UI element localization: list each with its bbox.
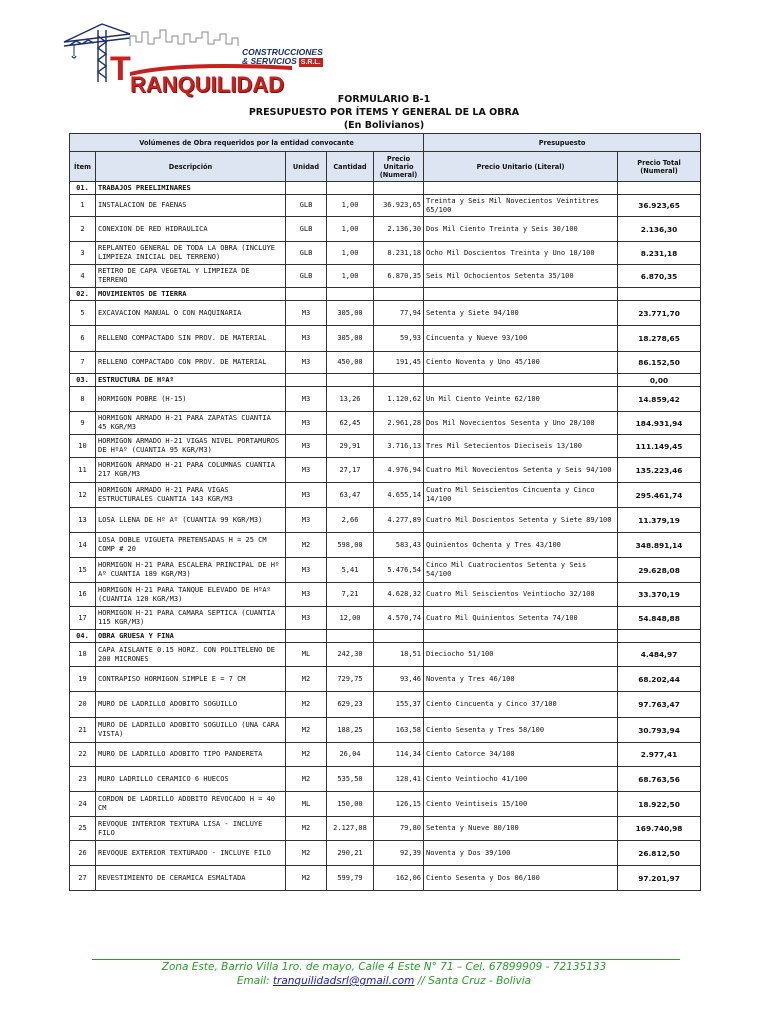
cell-total-price: 68.202,44 [618, 667, 701, 692]
table-row [70, 583, 701, 607]
cell-description: HORMIGON ARMADO H-21 PARA COLUMNAS CUANTIA 217 KGR/M3 [96, 458, 286, 483]
cell-total-price [618, 288, 701, 301]
cell-unit-price-literal [424, 288, 618, 301]
cell-item: 8 [70, 387, 96, 412]
cell-description: INSTALACION DE FAENAS [96, 195, 286, 217]
cell-description: OBRA GRUESA Y FINA [96, 630, 286, 643]
table-row [70, 558, 701, 583]
cell-description: REVESTIMIENTO DE CERAMICA ESMALTADA [96, 866, 286, 891]
section-row [70, 374, 701, 387]
col-header-item: Ítem [70, 152, 96, 182]
cell-item: 03. [70, 374, 96, 387]
budget-title: PRESUPUESTO POR ÍTEMS Y GENERAL DE LA OBRA [248, 107, 520, 118]
cell-description: CORDON DE LADRILLO ADOBITO REVOCADO H = 40 CM [96, 792, 286, 817]
footer-contact [0, 974, 768, 988]
col-header-total-price: Precio Total (Numeral) [618, 152, 701, 182]
cell-item: 16 [70, 583, 96, 607]
cell-unit-price-numeral: 583,43 [374, 533, 424, 558]
cell-quantity: 13,26 [327, 387, 374, 412]
svg-text:T: T [110, 50, 131, 84]
cell-total-price: 2.977,41 [618, 743, 701, 767]
cell-unit-price-numeral [374, 374, 424, 387]
cell-total-price: 33.370,19 [618, 583, 701, 607]
cell-description: TRABAJOS PREELIMINARES [96, 182, 286, 195]
cell-unit-price-numeral: 79,80 [374, 817, 424, 841]
cell-description: LOSA LLENA DE Hº Aº (CUANTIA 99 KGR/M3) [96, 508, 286, 533]
cell-unit-price-literal: Ciento Veintiseis 15/100 [424, 792, 618, 817]
cell-unit: ML [286, 643, 327, 667]
cell-unit-price-numeral: 114,34 [374, 743, 424, 767]
cell-item: 27 [70, 866, 96, 891]
cell-item: 19 [70, 667, 96, 692]
cell-quantity: 305,00 [327, 326, 374, 352]
cell-unit: M2 [286, 667, 327, 692]
cell-description: RELLENO COMPACTADO CON PROV. DE MATERIAL [96, 352, 286, 374]
table-row [70, 352, 701, 374]
cell-description: HORMIGON H-21 PARA CAMARA SEPTICA (CUANTIA 115 KGR/M3) [96, 607, 286, 630]
col-header-description: Descripción [96, 152, 286, 182]
cell-unit [286, 630, 327, 643]
cell-unit-price-literal: Cuatro Mil Seiscientos Veintiocho 32/100 [424, 583, 618, 607]
cell-total-price: 29.628,08 [618, 558, 701, 583]
cell-description: RETIRO DE CAPA VEGETAL Y LIMPIEZA DE TERRENO [96, 265, 286, 288]
cell-unit: M3 [286, 387, 327, 412]
cell-unit-price-literal: Treinta y Seis Mil Novecientos Veintitres 65/100 [424, 195, 618, 217]
document-titles [0, 93, 768, 132]
cell-unit [286, 374, 327, 387]
section-row [70, 182, 701, 195]
cell-quantity: 27,17 [327, 458, 374, 483]
cell-description: LOSA DOBLE VIGUETA PRETENSADAS H = 25 CM COMP # 20 [96, 533, 286, 558]
cell-quantity: 29,91 [327, 435, 374, 458]
col-header-unit-price-literal: Precio Unitario (Literal) [424, 152, 618, 182]
cell-unit-price-numeral: 126,15 [374, 792, 424, 817]
cell-quantity: 63,47 [327, 483, 374, 508]
cell-unit: M3 [286, 458, 327, 483]
cell-quantity: 2,66 [327, 508, 374, 533]
cell-total-price: 97.763,47 [618, 692, 701, 718]
table-row [70, 643, 701, 667]
cell-quantity: 12,00 [327, 607, 374, 630]
cell-total-price: 18.922,50 [618, 792, 701, 817]
cell-item: 25 [70, 817, 96, 841]
cell-unit-price-literal: Cinco Mil Cuatrocientos Setenta y Seis 54/100 [424, 558, 618, 583]
cell-unit-price-numeral: 162,06 [374, 866, 424, 891]
cell-unit: M3 [286, 352, 327, 374]
cell-unit-price-numeral [374, 182, 424, 195]
brand-srl-badge: S.R.L. [300, 59, 321, 66]
cell-total-price: 54.848,88 [618, 607, 701, 630]
cell-quantity: 2.127,08 [327, 817, 374, 841]
cell-quantity [327, 182, 374, 195]
cell-quantity: 1,00 [327, 195, 374, 217]
cell-item: 22 [70, 743, 96, 767]
cell-quantity: 535,50 [327, 767, 374, 792]
cell-quantity: 290,21 [327, 841, 374, 866]
cell-item: 7 [70, 352, 96, 374]
cell-unit-price-literal: Cuatro Mil Novecientos Setenta y Seis 94/100 [424, 458, 618, 483]
cell-item: 23 [70, 767, 96, 792]
cell-unit-price-literal: Un Mil Ciento Veinte 62/100 [424, 387, 618, 412]
cell-unit-price-numeral: 191,45 [374, 352, 424, 374]
table-row [70, 435, 701, 458]
cell-unit [286, 182, 327, 195]
cell-total-price: 18.278,65 [618, 326, 701, 352]
cell-total-price: 68.763,56 [618, 767, 701, 792]
cell-unit: M3 [286, 412, 327, 435]
cell-item: 10 [70, 435, 96, 458]
cell-quantity: 1,00 [327, 242, 374, 265]
cell-quantity: 242,30 [327, 643, 374, 667]
cell-quantity: 450,00 [327, 352, 374, 374]
cell-unit-price-numeral: 8.231,18 [374, 242, 424, 265]
cell-total-price: 348.891,14 [618, 533, 701, 558]
table-row [70, 743, 701, 767]
cell-description: MOVIMIENTOS DE TIERRA [96, 288, 286, 301]
cell-unit-price-numeral: 4.976,94 [374, 458, 424, 483]
brand-name: RANQUILIDAD [130, 72, 284, 97]
form-title: FORMULARIO B-1 [337, 94, 431, 105]
cell-unit: M2 [286, 767, 327, 792]
footer-email-link[interactable]: tranquilidadsrl@gmail.com [272, 975, 415, 987]
cell-item: 9 [70, 412, 96, 435]
cell-unit-price-numeral: 4.570,74 [374, 607, 424, 630]
cell-unit-price-literal: Dos Mil Novecientos Sesenta y Uno 28/100 [424, 412, 618, 435]
cell-unit-price-numeral: 4.655,14 [374, 483, 424, 508]
cell-unit-price-literal: Ciento Noventa y Uno 45/100 [424, 352, 618, 374]
cell-unit-price-numeral [374, 288, 424, 301]
cell-unit-price-literal: Ciento Veintiocho 41/100 [424, 767, 618, 792]
page-footer [0, 960, 768, 988]
cell-quantity [327, 288, 374, 301]
cell-unit-price-numeral: 4.628,32 [374, 583, 424, 607]
cell-unit: M2 [286, 817, 327, 841]
table-row [70, 217, 701, 242]
cell-quantity: 629,23 [327, 692, 374, 718]
cell-unit-price-literal: Dos Mil Ciento Treinta y Seis 30/100 [424, 217, 618, 242]
cell-total-price: 36.923,65 [618, 195, 701, 217]
table-row [70, 667, 701, 692]
cell-total-price: 97.201,97 [618, 866, 701, 891]
budget-table-body [70, 182, 701, 891]
cell-description: REPLANTEO GENERAL DE TODA LA OBRA (INCLUYE LIMPIEZA INICIAL DEL TERRENO) [96, 242, 286, 265]
cell-total-price: 30.793,94 [618, 718, 701, 743]
cell-unit: M3 [286, 483, 327, 508]
brand-top-text: CONSTRUCCIONES & SERVICIOS S.R.L. [242, 47, 323, 66]
cell-total-price: 111.149,45 [618, 435, 701, 458]
cell-unit: GLB [286, 265, 327, 288]
table-row [70, 718, 701, 743]
cell-quantity: 7,21 [327, 583, 374, 607]
cell-item: 01. [70, 182, 96, 195]
footer-address: Zona Este, Barrio Villa 1ro. de mayo, Calle 4 Este N° 71 – Cel. 67899909 - 72135133 [161, 961, 607, 973]
cell-total-price: 26.812,50 [618, 841, 701, 866]
cell-unit-price-numeral: 128,41 [374, 767, 424, 792]
cell-unit: M2 [286, 743, 327, 767]
cell-total-price: 6.870,35 [618, 265, 701, 288]
cell-item: 6 [70, 326, 96, 352]
cell-unit-price-literal: Cuatro Mil Quinientos Setenta 74/100 [424, 607, 618, 630]
footer-city: // Santa Cruz - Bolivia [414, 975, 532, 987]
table-row [70, 483, 701, 508]
cell-item: 24 [70, 792, 96, 817]
cell-description: EXCAVACION MANUAL O CON MAQUINARIA [96, 301, 286, 326]
cell-unit-price-literal [424, 374, 618, 387]
cell-total-price: 169.740,98 [618, 817, 701, 841]
cell-unit: M2 [286, 718, 327, 743]
cell-description: HORMIGON ARMADO H-21 VIGAS NIVEL PORTAMUROS DE HºAº (CUANTIA 95 KGR/M3) [96, 435, 286, 458]
cell-quantity: 5,41 [327, 558, 374, 583]
cell-unit-price-literal: Noventa y Tres 46/100 [424, 667, 618, 692]
cell-unit-price-numeral: 2.136,30 [374, 217, 424, 242]
cell-unit-price-literal: Setenta y Siete 94/100 [424, 301, 618, 326]
cell-item: 18 [70, 643, 96, 667]
cell-total-price: 23.771,70 [618, 301, 701, 326]
cell-unit-price-literal: Setenta y Nueve 80/100 [424, 817, 618, 841]
cell-total-price: 184.931,94 [618, 412, 701, 435]
cell-unit-price-numeral: 36.923,65 [374, 195, 424, 217]
cell-item: 21 [70, 718, 96, 743]
cell-unit-price-numeral: 3.716,13 [374, 435, 424, 458]
cell-quantity [327, 374, 374, 387]
cell-item: 5 [70, 301, 96, 326]
cell-description: ESTRUCTURA DE HºAº [96, 374, 286, 387]
cell-unit: M3 [286, 301, 327, 326]
cell-description: MURO DE LADRILLO ADOBITO SOGUILLO (UNA CARA VISTA) [96, 718, 286, 743]
cell-item: 02. [70, 288, 96, 301]
cell-description: CONTRAPISO HORMIGON SIMPLE E = 7 CM [96, 667, 286, 692]
table-row [70, 692, 701, 718]
budget-table [69, 133, 701, 891]
cell-unit-price-numeral: 93,46 [374, 667, 424, 692]
cell-unit-price-numeral: 18,51 [374, 643, 424, 667]
col-header-unit-price-numeral: Precio Unitario (Numeral) [374, 152, 424, 182]
table-row [70, 326, 701, 352]
cell-description: HORMIGON ARMADO H-21 PARA ZAPATAS CUANTIA 45 KGR/M3 [96, 412, 286, 435]
cell-item: 17 [70, 607, 96, 630]
cell-unit-price-literal: Ciento Sesenta y Dos 06/100 [424, 866, 618, 891]
cell-unit [286, 288, 327, 301]
group-header-budget: Presupuesto [424, 134, 701, 152]
col-header-unit: Unidad [286, 152, 327, 182]
cell-item: 3 [70, 242, 96, 265]
cell-unit-price-literal: Quinientos Ochenta y Tres 43/100 [424, 533, 618, 558]
cell-unit: ML [286, 792, 327, 817]
cell-description: REVOQUE EXTERIOR TEXTURADO - INCLUYE FILO [96, 841, 286, 866]
group-header-volumes: Volúmenes de Obra requeridos por la entidad convocante [70, 134, 424, 152]
cell-quantity: 1,00 [327, 265, 374, 288]
cell-total-price: 14.859,42 [618, 387, 701, 412]
cell-total-price: 86.152,50 [618, 352, 701, 374]
cell-description: MURO LADRILLO CERAMICO 6 HUECOS [96, 767, 286, 792]
cell-quantity [327, 630, 374, 643]
cell-unit-price-numeral [374, 630, 424, 643]
table-row [70, 792, 701, 817]
table-row [70, 195, 701, 217]
table-row [70, 841, 701, 866]
cell-description: REVOQUE INTERIOR TEXTURA LISA - INCLUYE FILO [96, 817, 286, 841]
cell-unit-price-numeral: 163,58 [374, 718, 424, 743]
cell-unit-price-literal [424, 630, 618, 643]
footer-email-label: Email: [236, 975, 273, 987]
col-header-quantity: Cantidad [327, 152, 374, 182]
cell-unit-price-numeral: 2.961,28 [374, 412, 424, 435]
cell-unit-price-numeral: 6.870,35 [374, 265, 424, 288]
cell-item: 2 [70, 217, 96, 242]
cell-unit-price-numeral: 155,37 [374, 692, 424, 718]
cell-unit-price-literal: Ciento Sesenta y Tres 58/100 [424, 718, 618, 743]
cell-total-price: 295.461,74 [618, 483, 701, 508]
table-row [70, 817, 701, 841]
cell-unit: GLB [286, 217, 327, 242]
cell-description: HORMIGON POBRE (H-15) [96, 387, 286, 412]
cell-total-price: 0,00 [618, 374, 701, 387]
cell-unit: GLB [286, 242, 327, 265]
cell-item: 11 [70, 458, 96, 483]
table-row [70, 767, 701, 792]
cell-quantity: 598,00 [327, 533, 374, 558]
cell-unit-price-numeral: 77,94 [374, 301, 424, 326]
cell-unit: M2 [286, 692, 327, 718]
cell-description: CONEXION DE RED HIDRAULICA [96, 217, 286, 242]
cell-unit-price-literal: Ciento Cincuenta y Cinco 37/100 [424, 692, 618, 718]
cell-unit: M3 [286, 558, 327, 583]
section-row [70, 630, 701, 643]
cell-quantity: 150,00 [327, 792, 374, 817]
cell-unit-price-numeral: 59,93 [374, 326, 424, 352]
budget-table-wrapper [69, 133, 700, 891]
cell-unit-price-literal: Dieciocho 51/100 [424, 643, 618, 667]
cell-quantity: 599,79 [327, 866, 374, 891]
cell-unit-price-literal [424, 182, 618, 195]
table-row [70, 458, 701, 483]
cell-total-price [618, 182, 701, 195]
cell-total-price [618, 630, 701, 643]
cell-item: 26 [70, 841, 96, 866]
cell-unit-price-literal: Tres Mil Setecientos Dieciseis 13/100 [424, 435, 618, 458]
cell-quantity: 188,25 [327, 718, 374, 743]
cell-description: MURO DE LADRILLO ADOBITO SOGUILLO [96, 692, 286, 718]
table-row [70, 607, 701, 630]
table-row [70, 301, 701, 326]
table-row [70, 533, 701, 558]
cell-description: HORMIGON H-21 PARA TANQUE ELEVADO DE HºAº (CUANTIA 120 KGR/M3) [96, 583, 286, 607]
cell-description: CAPA AISLANTE 0.15 HORZ. CON POLITELENO DE 200 MICRONES [96, 643, 286, 667]
cell-item: 12 [70, 483, 96, 508]
cell-description: HORMIGON ARMADO H-21 PARA VIGAS ESTRUCTURALES CUANTIA 143 KGR/M3 [96, 483, 286, 508]
cell-unit: GLB [286, 195, 327, 217]
cell-unit-price-literal: Noventa y Dos 39/100 [424, 841, 618, 866]
cell-unit-price-numeral: 5.476,54 [374, 558, 424, 583]
cell-item: 20 [70, 692, 96, 718]
table-row [70, 412, 701, 435]
cell-unit: M2 [286, 533, 327, 558]
currency-note: (En Bolivianos) [343, 120, 425, 131]
cell-item: 04. [70, 630, 96, 643]
cell-quantity: 305,00 [327, 301, 374, 326]
cell-unit-price-literal: Cuatro Mil Seiscientos Cincuenta y Cinco 14/100 [424, 483, 618, 508]
cell-item: 14 [70, 533, 96, 558]
cell-unit: M3 [286, 583, 327, 607]
cell-unit-price-numeral: 1.120,62 [374, 387, 424, 412]
cell-quantity: 62,45 [327, 412, 374, 435]
cell-description: HORMIGON H-21 PARA ESCALERA PRINCIPAL DE Hº Aº CUANTIA 189 KGR/M3) [96, 558, 286, 583]
cell-unit-price-numeral: 92,39 [374, 841, 424, 866]
cell-total-price: 8.231,18 [618, 242, 701, 265]
cell-quantity: 729,75 [327, 667, 374, 692]
table-row [70, 387, 701, 412]
cell-unit: M3 [286, 435, 327, 458]
cell-unit-price-literal: Cincuenta y Nueve 93/100 [424, 326, 618, 352]
cell-description: RELLENO COMPACTADO SIN PROV. DE MATERIAL [96, 326, 286, 352]
cell-unit-price-numeral: 4.277,89 [374, 508, 424, 533]
cell-total-price: 4.484,97 [618, 643, 701, 667]
table-row [70, 265, 701, 288]
cell-unit-price-literal: Ocho Mil Doscientos Treinta y Uno 18/100 [424, 242, 618, 265]
section-row [70, 288, 701, 301]
cell-unit: M3 [286, 607, 327, 630]
cell-unit: M2 [286, 866, 327, 891]
footer-divider [92, 959, 680, 960]
cell-unit: M3 [286, 326, 327, 352]
table-row [70, 508, 701, 533]
table-row [70, 242, 701, 265]
cell-quantity: 1,00 [327, 217, 374, 242]
cell-unit: M3 [286, 508, 327, 533]
company-logo [60, 22, 323, 97]
cell-item: 13 [70, 508, 96, 533]
cell-item: 15 [70, 558, 96, 583]
cell-total-price: 11.379,19 [618, 508, 701, 533]
cell-unit-price-literal: Ciento Catorce 34/100 [424, 743, 618, 767]
cell-total-price: 2.136,30 [618, 217, 701, 242]
cell-unit-price-literal: Cuatro Mil Doscientos Setenta y Siete 89/100 [424, 508, 618, 533]
cell-unit: M2 [286, 841, 327, 866]
cell-unit-price-literal: Seis Mil Ochocientos Setenta 35/100 [424, 265, 618, 288]
table-row [70, 866, 701, 891]
cell-total-price: 135.223,46 [618, 458, 701, 483]
cell-item: 1 [70, 195, 96, 217]
cell-item: 4 [70, 265, 96, 288]
cell-description: MURO DE LADRILLO ADOBITO TIPO PANDERETA [96, 743, 286, 767]
cell-quantity: 26,04 [327, 743, 374, 767]
